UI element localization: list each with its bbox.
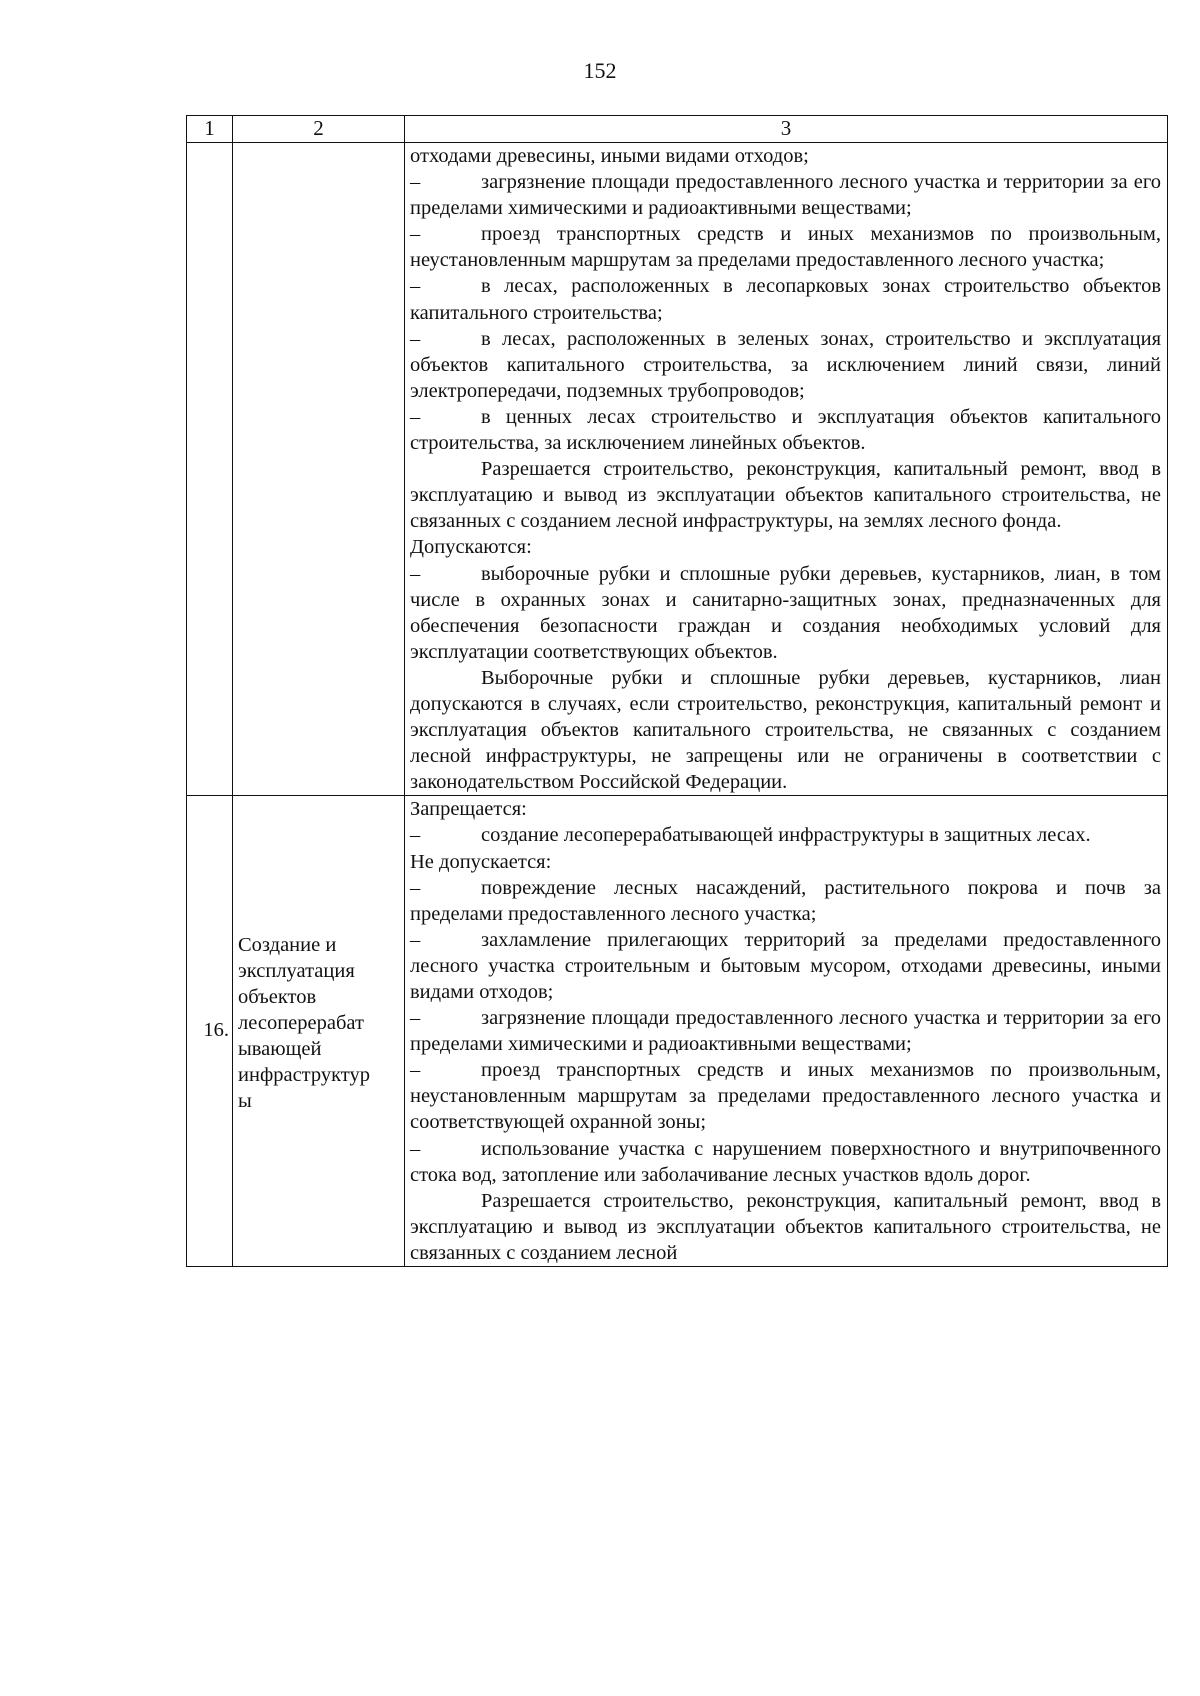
dash-marker: – [410, 223, 421, 246]
paragraph [410, 665, 1161, 795]
list-item [410, 273, 1161, 325]
list-item [410, 169, 1161, 221]
list-item [410, 1005, 1161, 1057]
activity-name-line: ывающей [238, 1038, 322, 1061]
paragraph-text: Не допускается: [410, 850, 552, 873]
paragraph-text: загрязнение площади предоставленного лесного участка и территории за его пределами химическими и радиоактивными веществами; [410, 1007, 1161, 1056]
paragraph [410, 143, 1161, 169]
paragraph [410, 796, 1161, 822]
paragraph-text: в лесах, расположенных в зеленых зонах, строительство и эксплуатация объектов капитального строительства, за исключением линий связи, линий электропередачи, подземных трубопроводов; [410, 327, 1161, 402]
list-item [410, 875, 1161, 927]
activity-name-line: ы [238, 1090, 252, 1113]
continued-name-cell [233, 143, 405, 796]
dash-marker: – [410, 824, 421, 847]
paragraph-text: загрязнение площади предоставленного лесного участка и территории за его пределами химическими и радиоактивными веществами; [410, 171, 1161, 220]
page-number: 152 [583, 58, 617, 83]
dash-marker: – [410, 327, 421, 350]
paragraph-text: Запрещается: [410, 798, 527, 821]
paragraph-text: Разрешается строительство, реконструкция, капитальный ремонт, ввод в эксплуатацию и вывод из эксплуатации объектов капитального строительства, не связанных с созданием лесной инфраструктуры, на землях лесного фонда. [410, 458, 1161, 533]
activity-name-line: объектов [238, 986, 317, 1009]
header-col-2: 2 [233, 116, 405, 143]
dash-marker: – [410, 876, 421, 899]
row-number: 16. [203, 1019, 229, 1042]
list-item [410, 561, 1161, 665]
header-col-1: 1 [187, 116, 233, 143]
paragraph-text: Выборочные рубки и сплошные рубки деревьев, кустарников, лиан допускаются в случаях, если строительство, реконструкция, капитальный ремонт и эксплуатация объектов капитального строительства, не связанных с созданием лесной инфраструктуры, не запрещены или не ограничены в соответствии с законодательством Российской Федерации. [410, 666, 1161, 794]
paragraph-text: захламление прилегающих территорий за пределами предоставленного лесного участка строительным и бытовым мусором, отходами древесины, иными видами отходов; [410, 928, 1161, 1003]
activity-name-line: инфраструктур [238, 1064, 370, 1087]
table-row-continued [187, 143, 1168, 796]
dash-marker: – [410, 405, 421, 428]
list-item [410, 822, 1161, 848]
table-row-16 [187, 796, 1168, 1267]
activity-name-line: Создание и [238, 933, 337, 956]
row-16-requirements-cell [405, 796, 1168, 1267]
paragraph-text: выборочные рубки и сплошные рубки деревьев, кустарников, лиан, в том числе в охранных зонах и санитарно-защитных зонах, предназначенных для обеспечения безопасности граждан и создания необходимых условий для эксплуатации соответствующих объектов. [410, 562, 1161, 663]
dash-marker: – [410, 1137, 421, 1160]
dash-marker: – [410, 275, 421, 298]
row-16-name-cell [233, 796, 405, 1267]
activity-name-line: лесоперерабат [238, 1012, 364, 1035]
dash-marker: – [410, 1059, 421, 1082]
paragraph [410, 534, 1161, 560]
list-item [410, 221, 1161, 273]
list-item [410, 1057, 1161, 1135]
paragraph-text: Допускаются: [410, 536, 532, 559]
continued-number-cell [187, 143, 233, 796]
paragraph-text: Разрешается строительство, реконструкция, капитальный ремонт, ввод в эксплуатацию и вывод из эксплуатации объектов капитального строительства, не связанных с созданием лесной [410, 1189, 1161, 1264]
dash-marker: – [410, 171, 421, 194]
header-col-3: 3 [405, 116, 1168, 143]
paragraph [410, 849, 1161, 875]
paragraph-text: в лесах, расположенных в лесопарковых зонах строительство объектов капитального строительства; [410, 275, 1161, 324]
dash-marker: – [410, 928, 421, 951]
dash-marker: – [410, 562, 421, 585]
paragraph-text: отходами древесины, иными видами отходов; [410, 145, 809, 167]
paragraph [410, 1188, 1161, 1266]
list-item [410, 326, 1161, 404]
paragraph-text: проезд транспортных средств и иных механизмов по произвольным, неустановленным маршрутам за пределами предоставленного лесного участка; [410, 223, 1161, 272]
paragraph-text: создание лесоперерабатывающей инфраструктуры в защитных лесах. [481, 824, 1091, 847]
list-item [410, 1136, 1161, 1188]
list-item [410, 404, 1161, 456]
activity-name-line: эксплуатация [238, 959, 355, 982]
paragraph-text: повреждение лесных насаждений, растительного покрова и почв за пределами предоставленного лесного участка; [410, 876, 1161, 925]
paragraph-text: проезд транспортных средств и иных механизмов по произвольным, неустановленным маршрутам за пределами предоставленного лесного участка и соответствующей охранной зоны; [410, 1059, 1161, 1134]
dash-marker: – [410, 1007, 421, 1030]
list-item [410, 927, 1161, 1005]
continued-requirements-cell [405, 143, 1168, 796]
row-16-number-cell [187, 796, 233, 1267]
paragraph [410, 456, 1161, 534]
activity-name [238, 932, 400, 1115]
regulations-table [186, 115, 1168, 1267]
paragraph-text: в ценных лесах строительство и эксплуатация объектов капитального строительства, за исключением линейных объектов. [410, 405, 1161, 455]
paragraph-text: использование участка с нарушением поверхностного и внутрипочвенного стока вод, затопление или заболачивание лесных участков вдоль дорог. [410, 1137, 1161, 1186]
table-header-row [187, 116, 1168, 143]
